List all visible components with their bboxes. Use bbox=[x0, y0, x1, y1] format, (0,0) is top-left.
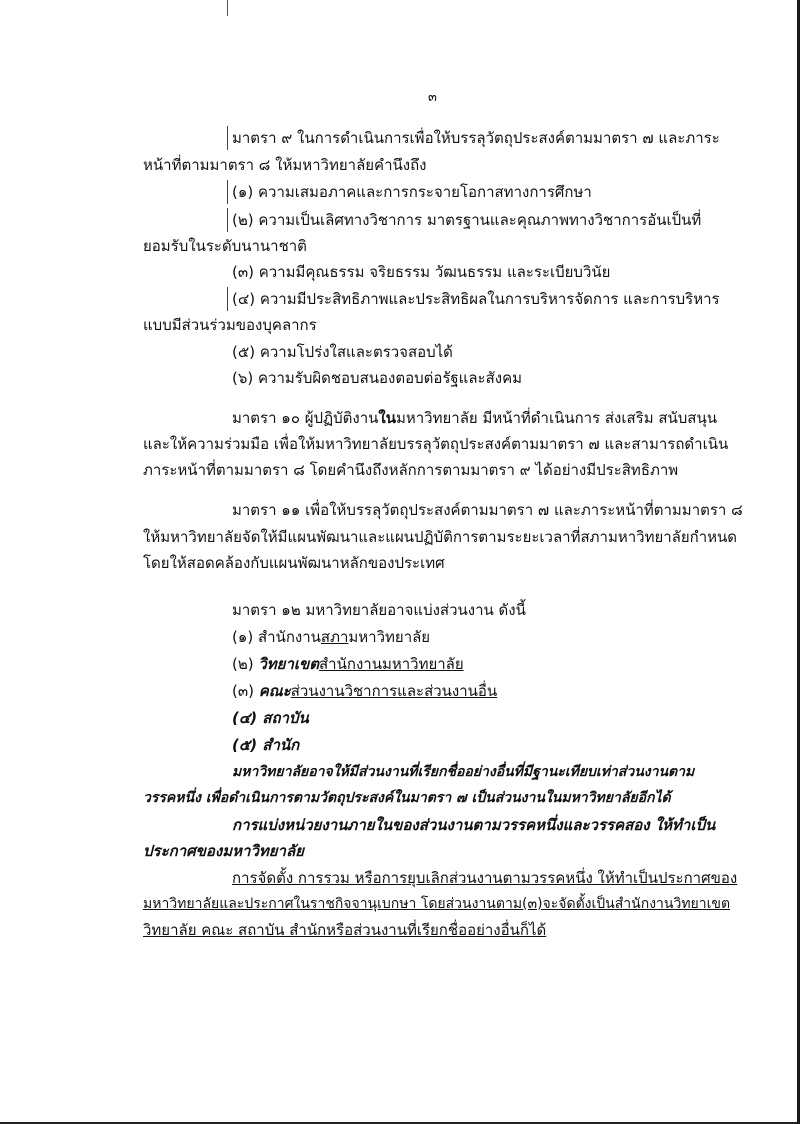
text-line: (๑) ความเสมอภาคและการกระจายโอกาสทางการศึกษา bbox=[232, 183, 592, 201]
text-line: หน้าที่ตามมาตรา ๘ ให้มหาวิทยาลัยคำนึงถึง bbox=[143, 156, 427, 174]
text-segment: (๓) bbox=[232, 682, 259, 700]
text-line: (๕) ความโปร่งใสและตรวจสอบได้ bbox=[232, 343, 453, 361]
text-segment: มหาวิทยาลัย bbox=[348, 628, 431, 646]
text-line bbox=[232, 627, 430, 647]
text-line bbox=[232, 681, 497, 701]
text-segment: มาตรา ๑๐ ผู้ปฏิบัติงาน bbox=[232, 409, 379, 427]
text-line: มาตรา ๑๑ เพื่อให้บรรลุวัตถุประสงค์ตามมาตรา ๗ และภาระหน้าที่ตามมาตรา ๘ bbox=[232, 501, 743, 519]
revision-bar bbox=[227, 126, 228, 150]
text-line: ภาระหน้าที่ตามมาตรา ๘ โดยคำนึงถึงหลักการตามมาตรา ๙ ได้อย่างมีประสิทธิภาพ bbox=[143, 461, 679, 479]
text-line bbox=[232, 654, 464, 674]
text-line: มาตรา ๙ ในการดำเนินการเพื่อให้บรรลุวัตถุประสงค์ตามมาตรา ๗ และภาระ bbox=[232, 129, 720, 147]
text-line: การแบ่งหน่วยงานภายในของส่วนงานตามวรรคหนึ่งและวรรคสอง ให้ทำเป็น bbox=[232, 816, 716, 834]
text-line: การจัดตั้ง การรวม หรือการยุบเลิกส่วนงานตามวรรคหนึ่ง ให้ทำเป็นประกาศของ bbox=[232, 869, 738, 887]
text-line: ให้มหาวิทยาลัยจัดให้มีแผนพัฒนาและแผนปฏิบัติการตามระยะเวลาที่สภามหาวิทยาลัยกำหนด bbox=[143, 528, 738, 546]
text-segment: คณะ bbox=[258, 682, 291, 700]
text-segment: ใน bbox=[378, 409, 396, 427]
text-line: (๒) ความเป็นเลิศทางวิชาการ มาตรฐานและคุณภาพทางวิชาการอันเป็นที่ bbox=[232, 211, 702, 229]
text-line: ประกาศของมหาวิทยาลัย bbox=[143, 842, 304, 860]
text-segment: (๑) สำนักงาน bbox=[232, 628, 321, 646]
text-segment: (๒) bbox=[232, 655, 259, 673]
text-line: ยอมรับในระดับนานาชาติ bbox=[143, 237, 307, 255]
text-segment: มหาวิทยาลัย มีหน้าที่ดำเนินการ ส่งเสริม สนับสนุน bbox=[395, 409, 717, 427]
text-line: มาตรา ๑๒ มหาวิทยาลัยอาจแบ่งส่วนงาน ดังนี้ bbox=[232, 601, 526, 619]
revision-bar bbox=[227, 208, 228, 232]
text-line: และให้ความร่วมมือ เพื่อให้มหาวิทยาลัยบรรลุวัตถุประสงค์ตามมาตรา ๗ และสามารถดำเนิน bbox=[143, 435, 729, 453]
text-line: มหาวิทยาลัยอาจให้มีส่วนงานที่เรียกชื่ออย่างอื่นที่มีฐานะเทียบเท่าส่วนงานตาม bbox=[232, 764, 695, 780]
text-segment: ส่วนงานวิชาการและส่วนงานอื่น bbox=[290, 682, 498, 700]
text-line: วิทยาลัย คณะ สถาบัน สำนักหรือส่วนงานที่เรียกชื่ออย่างอื่นก็ได้ bbox=[143, 921, 547, 939]
text-line: (๖) ความรับผิดชอบสนองตอบต่อรัฐและสังคม bbox=[232, 369, 522, 387]
text-line: (๔) สถาบัน bbox=[232, 709, 309, 727]
revision-bar bbox=[227, 180, 228, 204]
text-segment: วิทยาเขต bbox=[258, 655, 320, 673]
text-line: (๔) ความมีประสิทธิภาพและประสิทธิผลในการบริหารจัดการ และการบริหาร bbox=[232, 290, 720, 308]
text-line: แบบมีส่วนร่วมของบุคลากร bbox=[143, 316, 317, 334]
text-line bbox=[232, 408, 717, 428]
margin-rule bbox=[227, 0, 228, 16]
revision-bar bbox=[227, 287, 228, 311]
text-line: มหาวิทยาลัยและประกาศในราชกิจจานุเบกษา โดยส่วนงานตาม(๓)จะจัดตั้งเป็นสำนักงานวิทยาเขต bbox=[143, 896, 731, 912]
text-line: (๓) ความมีคุณธรรม จริยธรรม วัฒนธรรม และระเบียบวินัย bbox=[232, 263, 611, 281]
text-line: (๕) สำนัก bbox=[232, 736, 300, 754]
page-number: ๓ bbox=[428, 90, 437, 105]
text-line: โดยให้สอดคล้องกับแผนพัฒนาหลักของประเทศ bbox=[143, 554, 445, 572]
text-line: วรรคหนึ่ง เพื่อดำเนินการตามวัตถุประสงค์ในมาตรา ๗ เป็นส่วนงานในมหาวิทยาลัยอีกได้ bbox=[143, 790, 671, 806]
text-segment: สำนักงานมหาวิทยาลัย bbox=[319, 655, 464, 673]
text-segment: สภา bbox=[320, 628, 349, 646]
